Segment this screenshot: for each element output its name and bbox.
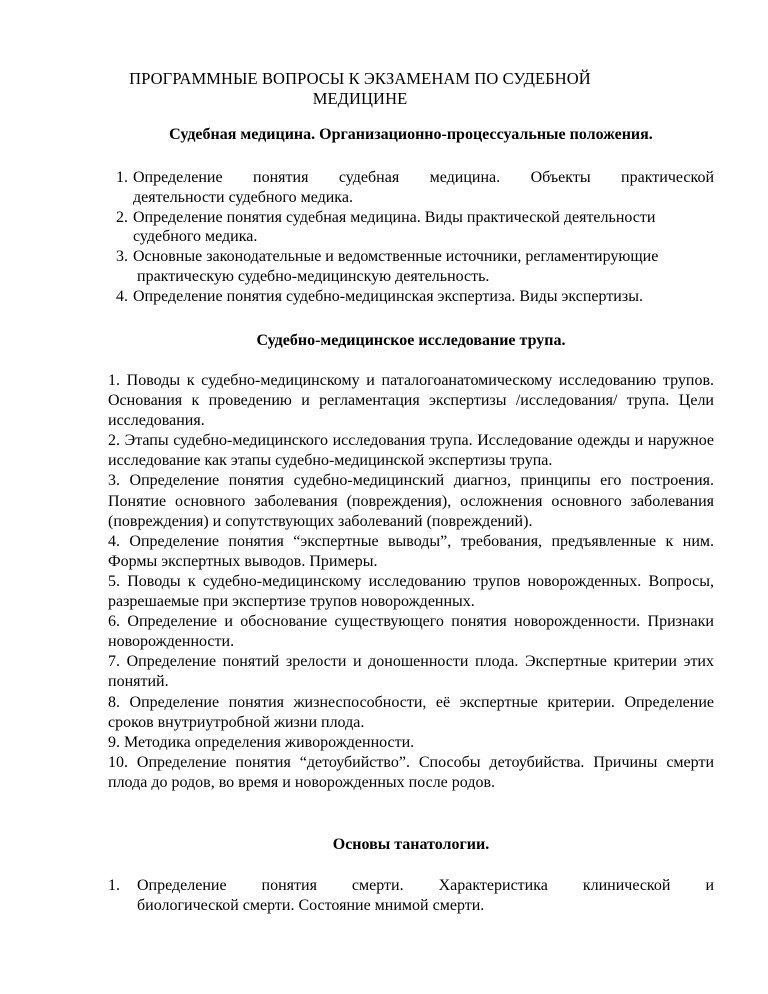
list-item — [116, 168, 714, 208]
item-number: 2. — [116, 208, 128, 226]
question-paragraph: 5. Поводы к судебно-медицинскому исследованию трупов новорожденных. Вопросы, разрешаемые при экспертизе трупов новорожденных. — [108, 572, 714, 611]
item-text: Определение понятия судебно-медицинская экспертиза. Виды экспертизы. — [133, 287, 643, 305]
organization-questions-list — [116, 168, 714, 307]
item-number: 3. — [116, 248, 128, 266]
item-number: 1. — [116, 169, 128, 186]
question-paragraph: 7. Определение понятий зрелости и доношенности плода. Экспертные критерии этих понятий. — [108, 653, 714, 691]
question-paragraph: 2. Этапы судебно-медицинского исследования трупа. Исследование одежды и наружное исследование как этапы судебно-медицинской экспертизы трупа. — [108, 432, 714, 470]
question-paragraph: 1. Поводы к судебно-медицинскому и паталогоанатомическому исследованию трупов. Основания к проведению и регламентация экспертизы /исследования/ трупа. Цели исследования. — [108, 372, 714, 430]
document-title: ПРОГРАММНЫЕ ВОПРОСЫ К ЭКЗАМЕНАМ ПО СУДЕБНОЙ МЕДИЦИНЕ — [129, 69, 591, 108]
section-heading-organization: Судебная медицина. Организационно-процессуальные положения. — [169, 126, 653, 143]
item-text: Определение понятия смерти. Характеристика клинической и — [137, 877, 714, 894]
item-text: биологической смерти. Состояние мнимой смерти. — [137, 897, 485, 914]
item-text: Определение понятия судебная медицина. Объекты практической — [133, 169, 714, 186]
item-number: 1. — [108, 877, 120, 894]
item-text: судебного медика. — [133, 228, 258, 246]
item-text: Основные законодательные и ведомственные источники, регламентирующие — [133, 248, 659, 266]
item-text: деятельности судебного медика. — [133, 188, 353, 206]
question-paragraph: 3. Определение понятия судебно-медицинский диагноз, принципы его построения. Понятие основного заболевания (повреждения), осложнения основного заболевания (повреждения) и сопутствующих заболеваний (повреждений). — [108, 472, 714, 530]
autopsy-questions — [108, 371, 714, 793]
list-item — [116, 247, 714, 287]
section-heading-autopsy: Судебно-медицинское исследование трупа. — [256, 332, 566, 349]
item-number: 4. — [116, 287, 128, 305]
question-paragraph: 6. Определение и обоснование существующего понятия новорожденности. Признаки новорожденности. — [108, 613, 714, 651]
list-item — [116, 287, 714, 307]
question-paragraph: 4. Определение понятия “экспертные выводы”, требования, предъявленные к ним. Формы экспертных выводов. Примеры. — [108, 532, 714, 570]
list-item — [108, 876, 714, 916]
item-text: практическую судебно-медицинскую деятельность. — [137, 267, 490, 285]
thanatology-questions-list — [108, 876, 714, 916]
question-paragraph: 10. Определение понятия “детоубийство”. Способы детоубийства. Причины смерти плода до родов, во время и новорожденных после родов. — [108, 753, 714, 791]
section-heading-thanatology: Основы танатологии. — [332, 836, 490, 853]
item-text: Определение понятия судебная медицина. Виды практической деятельности — [133, 208, 656, 226]
question-paragraph: 8. Определение понятия жизнеспособности, её экспертные критерии. Определение сроков внутриутробной жизни плода. — [108, 693, 714, 731]
question-paragraph: 9. Методика определения живорожденности. — [108, 733, 415, 751]
list-item — [116, 208, 714, 248]
